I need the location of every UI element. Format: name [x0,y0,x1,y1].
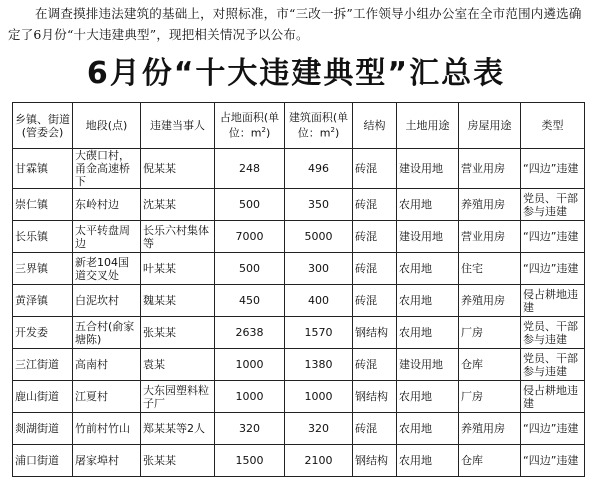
cell-land-area: 248 [215,149,285,189]
table-row [13,189,585,221]
cell-house-use: 养殖用房 [459,285,521,317]
table-row [13,221,585,253]
cell-town: 三江街道 [13,349,73,381]
cell-house-use: 厂房 [459,381,521,413]
cell-town: 长乐镇 [13,221,73,253]
cell-land-area: 500 [215,189,285,221]
cell-site: 太平转盘周边 [73,221,141,253]
cell-land-use: 农用地 [397,285,459,317]
cell-type: “四边”违建 [521,413,585,445]
cell-party: 张某某 [141,317,215,349]
cell-site: 江夏村 [73,381,141,413]
cell-type: “四边”违建 [521,221,585,253]
cell-structure: 钢结构 [353,381,397,413]
cell-structure: 钢结构 [353,317,397,349]
cell-type: “四边”违建 [521,445,585,477]
cell-build-area: 496 [285,149,353,189]
cell-site: 高南村 [73,349,141,381]
cell-build-area: 320 [285,413,353,445]
cell-party: 张某某 [141,445,215,477]
cell-party: 叶某某 [141,253,215,285]
cell-structure: 砖混 [353,349,397,381]
header-party: 违建当事人 [141,103,215,149]
cell-structure: 砖混 [353,413,397,445]
cell-town: 开发委 [13,317,73,349]
cell-house-use: 住宅 [459,253,521,285]
cell-structure: 砖混 [353,189,397,221]
cell-site: 竹前村竹山 [73,413,141,445]
table-row [13,445,585,477]
cell-type: 侵占耕地违建 [521,285,585,317]
cell-type: 党员、干部参与违建 [521,189,585,221]
cell-type: 侵占耕地违建 [521,381,585,413]
cell-town: 黄泽镇 [13,285,73,317]
cell-land-use: 农用地 [397,445,459,477]
cell-house-use: 养殖用房 [459,189,521,221]
cell-party: 袁某 [141,349,215,381]
cell-site: 东岭村边 [73,189,141,221]
cell-party: 大东园塑料粒子厂 [141,381,215,413]
cell-party: 长乐六村集体等 [141,221,215,253]
cell-house-use: 仓库 [459,349,521,381]
cell-land-area: 500 [215,253,285,285]
cell-site: 白泥坎村 [73,285,141,317]
cell-party: 沈某某 [141,189,215,221]
cell-build-area: 1380 [285,349,353,381]
cell-build-area: 5000 [285,221,353,253]
cell-site: 大碶口村，甬金高速桥下 [73,149,141,189]
header-site: 地段(点) [73,103,141,149]
cell-type: “四边”违建 [521,253,585,285]
cell-party: 倪某某 [141,149,215,189]
cell-build-area: 1570 [285,317,353,349]
cell-party: 魏某某 [141,285,215,317]
header-build-area: 建筑面积(单位：$m^2$) [285,103,353,149]
cell-land-use: 农用地 [397,317,459,349]
header-type: 类型 [521,103,585,149]
cell-structure: 砖混 [353,253,397,285]
cell-town: 浦口街道 [13,445,73,477]
cell-type: 党员、干部参与违建 [521,317,585,349]
intro-paragraph: 在调查摸排违法建筑的基础上，对照标准，市“三改一拆”工作领导小组办公室在全市范围内遴选确定了6月份“十大违建典型”，现把相关情况予以公布。 [8,6,582,42]
cell-house-use: 厂房 [459,317,521,349]
cell-site: 新老104国道交叉处 [73,253,141,285]
cell-party: 郑某某等2人 [141,413,215,445]
cell-land-area: 450 [215,285,285,317]
cell-land-area: 2638 [215,317,285,349]
cell-house-use: 营业用房 [459,149,521,189]
cell-structure: 砖混 [353,221,397,253]
table-row [13,149,585,189]
table-header-row [13,103,585,149]
cell-structure: 钢结构 [353,445,397,477]
page-title: 6月份“十大违建典型”汇总表 [86,56,506,91]
cell-town: 崇仁镇 [13,189,73,221]
cell-structure: 砖混 [353,149,397,189]
cell-build-area: 400 [285,285,353,317]
cell-land-use: 建设用地 [397,149,459,189]
cell-build-area: 300 [285,253,353,285]
cell-site: 五合村(俞家塘陈) [73,317,141,349]
header-structure: 结构 [353,103,397,149]
cell-house-use: 仓库 [459,445,521,477]
cell-town: 鹿山街道 [13,381,73,413]
cell-land-use: 农用地 [397,253,459,285]
header-land-area: 占地面积(单位：$m^2$) [215,103,285,149]
cell-type: 党员、干部参与违建 [521,349,585,381]
cell-type: “四边”违建 [521,149,585,189]
cell-land-use: 农用地 [397,413,459,445]
cell-land-use: 农用地 [397,189,459,221]
cell-town: 剡湖街道 [13,413,73,445]
cell-house-use: 养殖用房 [459,413,521,445]
cell-build-area: 350 [285,189,353,221]
table-row [13,285,585,317]
cell-structure: 砖混 [353,285,397,317]
cell-build-area: 1000 [285,381,353,413]
cell-land-use: 建设用地 [397,221,459,253]
table-row [13,381,585,413]
cell-build-area: 2100 [285,445,353,477]
header-town: 乡镇、街道(管委会) [13,103,73,149]
cell-land-area: 1000 [215,349,285,381]
cell-land-use: 农用地 [397,381,459,413]
header-land-use: 土地用途 [397,103,459,149]
cell-land-area: 1000 [215,381,285,413]
table-row [13,413,585,445]
cell-site: 屠家埠村 [73,445,141,477]
cell-house-use: 营业用房 [459,221,521,253]
cell-land-area: 1500 [215,445,285,477]
cell-land-area: 7000 [215,221,285,253]
cell-land-use: 建设用地 [397,349,459,381]
table-row [13,349,585,381]
table-row [13,317,585,349]
violations-table [12,102,585,477]
cell-land-area: 320 [215,413,285,445]
cell-town: 三界镇 [13,253,73,285]
table-row [13,253,585,285]
cell-town: 甘霖镇 [13,149,73,189]
header-house-use: 房屋用途 [459,103,521,149]
